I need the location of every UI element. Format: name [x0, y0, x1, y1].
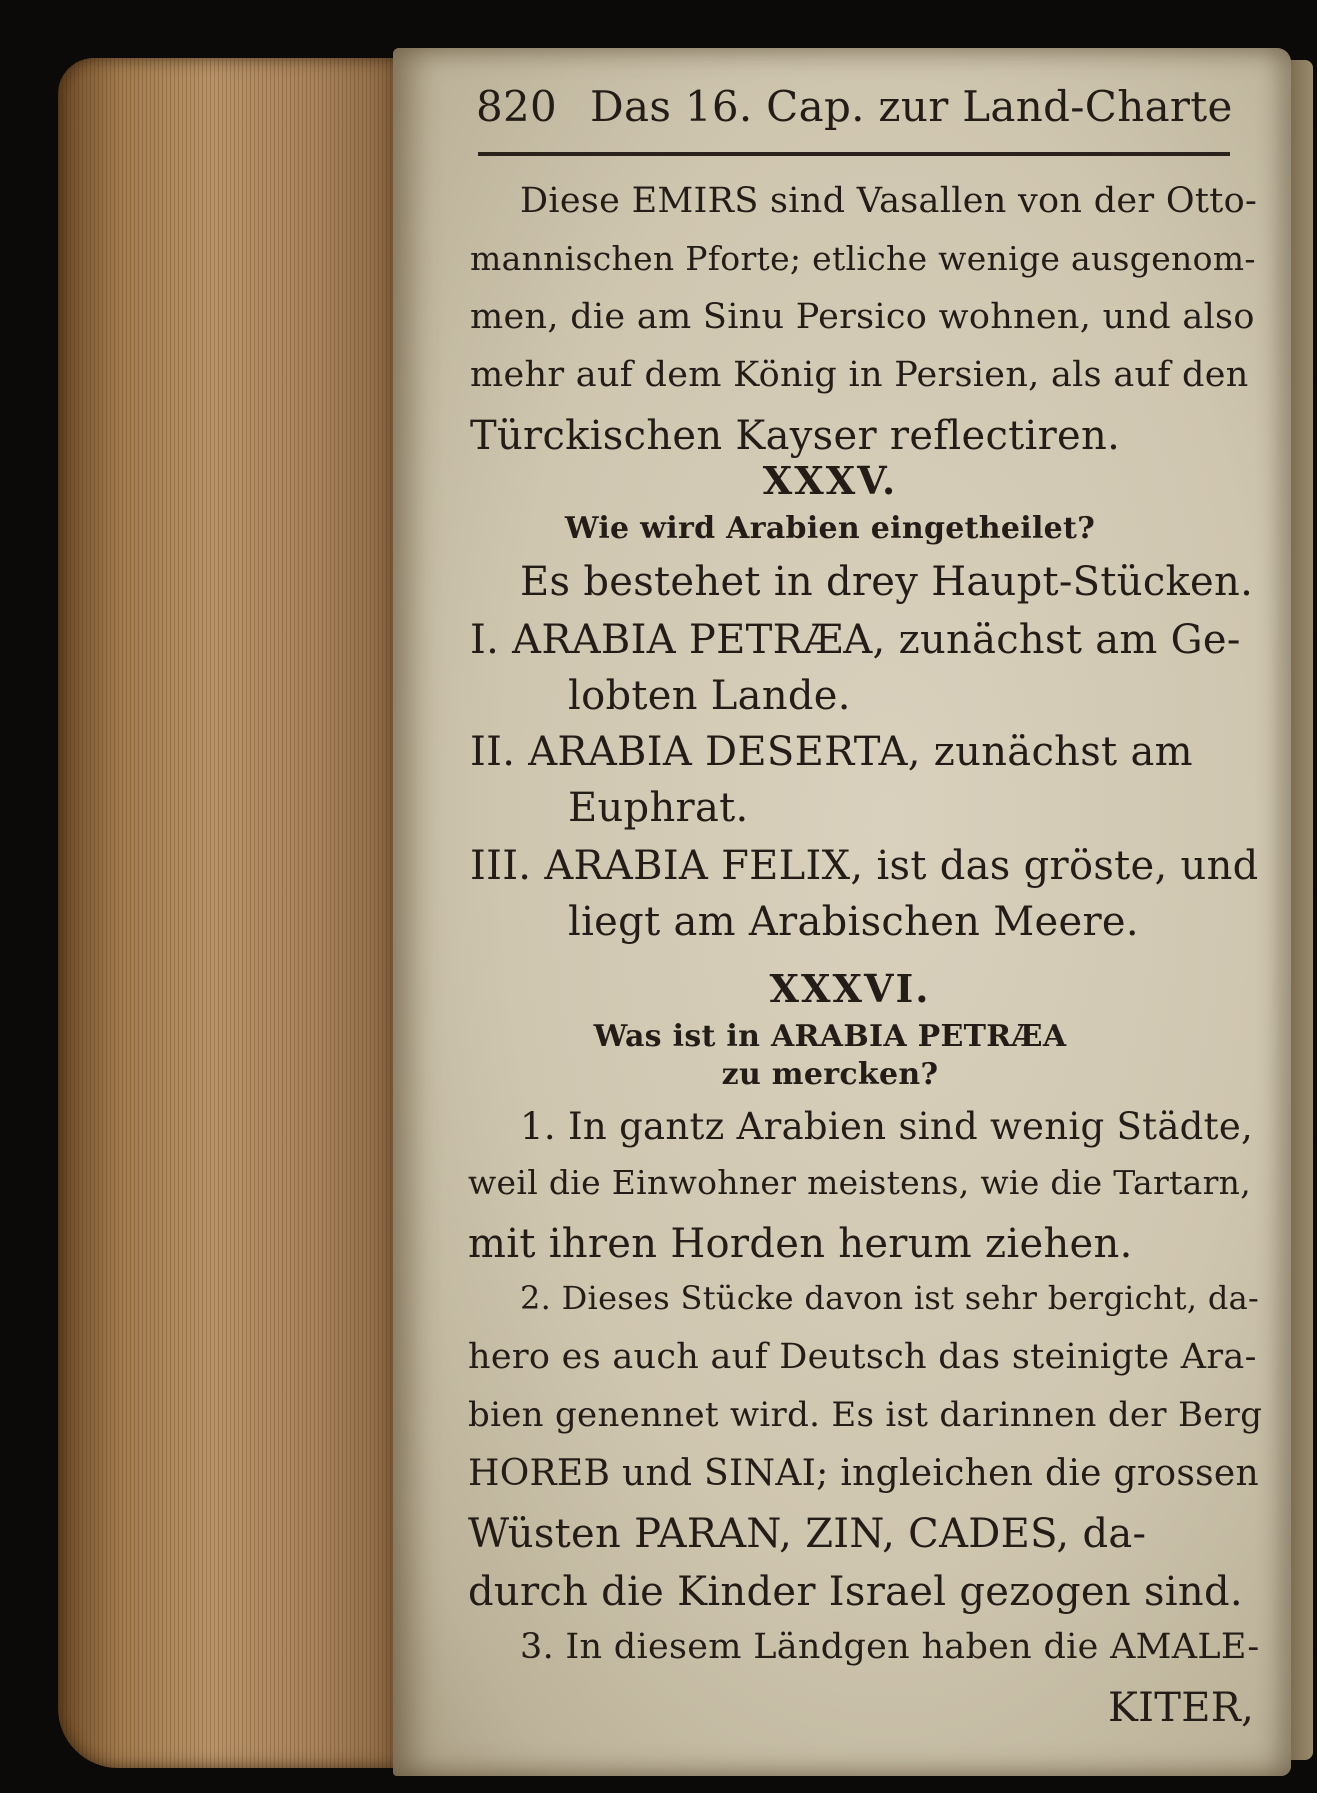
text-line: Wüsten PARAN, ZIN, CADES, da-: [468, 1511, 1147, 1557]
page-number: 820: [476, 82, 558, 131]
text-line: hero es auch auf Deutsch das steinigte Ara-: [468, 1337, 1257, 1377]
catchword: KITER,: [1108, 1685, 1255, 1731]
list-item: III. ARABIA FELIX, ist das gröste, und: [470, 843, 1259, 889]
text-line: 1. In gantz Arabien sind wenig Städte,: [520, 1105, 1254, 1148]
head-rule: [478, 152, 1230, 156]
section-question: Wie wird Arabien eingetheilet?: [564, 511, 1096, 546]
text-line: mit ihren Horden herum ziehen.: [468, 1221, 1133, 1267]
answer-intro: Es bestehet in drey Haupt-Stücken.: [520, 559, 1254, 605]
section-number: XXXV.: [762, 458, 898, 503]
list-item-continuation: lobten Lande.: [568, 673, 851, 719]
text-line: mehr auf dem König in Persien, als auf den: [470, 355, 1249, 395]
list-item: I. ARABIA PETRÆA, zunächst am Ge-: [470, 617, 1241, 663]
section-number: XXXVI.: [769, 966, 931, 1011]
text-line: HOREB und SINAI; ingleichen die grossen: [468, 1453, 1259, 1494]
facing-page-edge: [1291, 60, 1313, 1760]
text-line: durch die Kinder Israel gezogen sind.: [468, 1569, 1243, 1615]
text-line: 2. Dieses Stücke davon ist sehr bergicht, da-: [520, 1279, 1260, 1317]
text-line: weil die Einwohner meistens, wie die Tartarn,: [468, 1163, 1252, 1202]
text-line: 3. In diesem Ländgen haben die AMALE-: [520, 1627, 1260, 1667]
text-line: mannischen Pforte; etliche wenige ausgenom-: [470, 239, 1256, 278]
page-edges: [58, 58, 403, 1768]
list-item-continuation: Euphrat.: [568, 785, 749, 831]
text-line: bien genennet wird. Es ist darinnen der Berg: [468, 1395, 1263, 1435]
text-line: men, die am Sinu Persico wohnen, und also: [470, 297, 1255, 337]
running-title: Das 16. Cap. zur Land-Charte: [590, 82, 1233, 131]
text-line: Türckischen Kayser reflectiren.: [470, 413, 1121, 459]
section-question: Was ist in ARABIA PETRÆA: [593, 1019, 1067, 1054]
text-line: Diese EMIRS sind Vasallen von der Otto-: [520, 181, 1258, 221]
section-question: zu mercken?: [721, 1057, 939, 1092]
list-item: II. ARABIA DESERTA, zunächst am: [470, 729, 1193, 775]
list-item-continuation: liegt am Arabischen Meere.: [568, 899, 1139, 945]
